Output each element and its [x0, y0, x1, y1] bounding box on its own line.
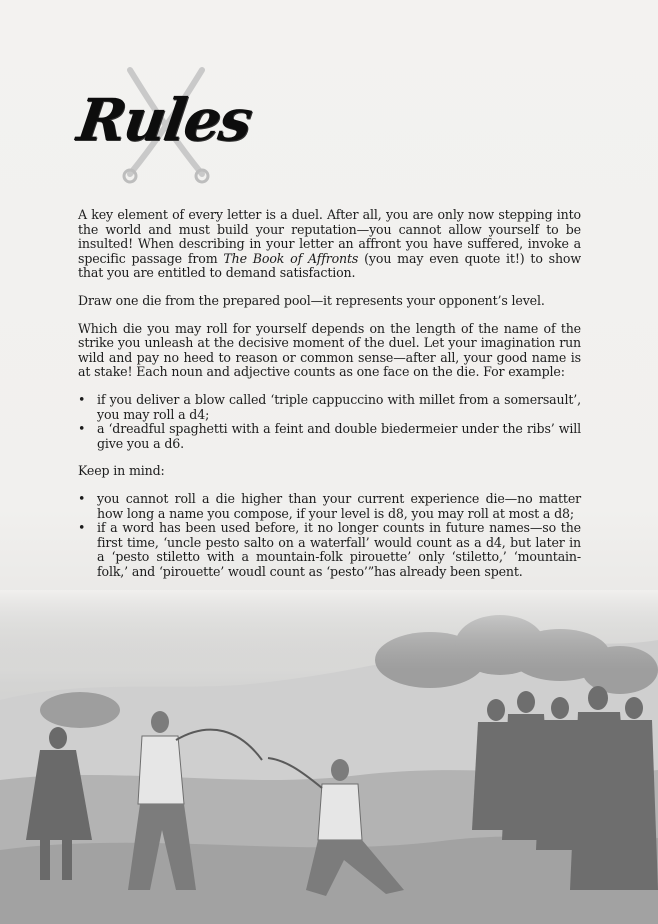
bullet: •: [78, 520, 86, 536]
duel-illustration: [0, 590, 658, 924]
rules-text: [78, 208, 581, 592]
book-title: The Book of Affronts: [223, 250, 359, 266]
paragraph-draw-die: Draw one die from the prepared pool—it represents your opponent’s level.: [78, 292, 545, 308]
list-item: • if you deliver a blow called ‘triple cappuccino with millet from a somersault’, you may roll a d4;: [78, 391, 581, 422]
bullet: •: [78, 490, 86, 506]
list-item: • you cannot roll a die higher than your current experience die—no matter how long a name you compose, if your level is d8, you may roll at most a d8;: [78, 490, 581, 521]
title-block: [74, 66, 264, 186]
bullet: •: [78, 391, 86, 407]
examples-list: [78, 393, 581, 451]
reminders-list: [78, 492, 581, 580]
paragraph-roll-die: Which die you may roll for yourself depends on the length of the name of the strike you unleash at the decisive moment of the duel. Let your imagination run wild and pay no heed to reason or common sense—after all, your good name is at stake! Each noun and adjective counts as one face on the die. For example:: [78, 320, 581, 380]
list-item: • if a word has been used before, it no longer counts in future names—so the first time, ‘uncle pesto salto on a waterfall’ would count as a d4, but later in a ‘pesto stiletto with a mountain-folk pirouette’ only ‘stiletto,’ ‘mountain-folk,’ and ‘pirouette’ woudl count as ‘pesto’”has already been spent.: [78, 520, 581, 579]
intro-tail: (you may even quote it!) to show that you are entitled to demand satisfaction.: [78, 250, 581, 281]
intro-text: A key element of every letter is a duel. After all, you are only now stepping into the world and must build your reputation—you cannot allow yourself to be insulted! When describing in your letter an affront you have suffered, invoke a specific passage from: [78, 207, 581, 266]
list-item: • a ‘dreadful spaghetti with a feint and double biedermeier under the ribs’ will give you a d6.: [78, 421, 581, 451]
paragraph-intro: [78, 208, 581, 281]
page-title: Rules: [73, 86, 255, 154]
bullet: •: [78, 421, 86, 437]
paragraph-keep-in-mind: Keep in mind:: [78, 463, 165, 479]
